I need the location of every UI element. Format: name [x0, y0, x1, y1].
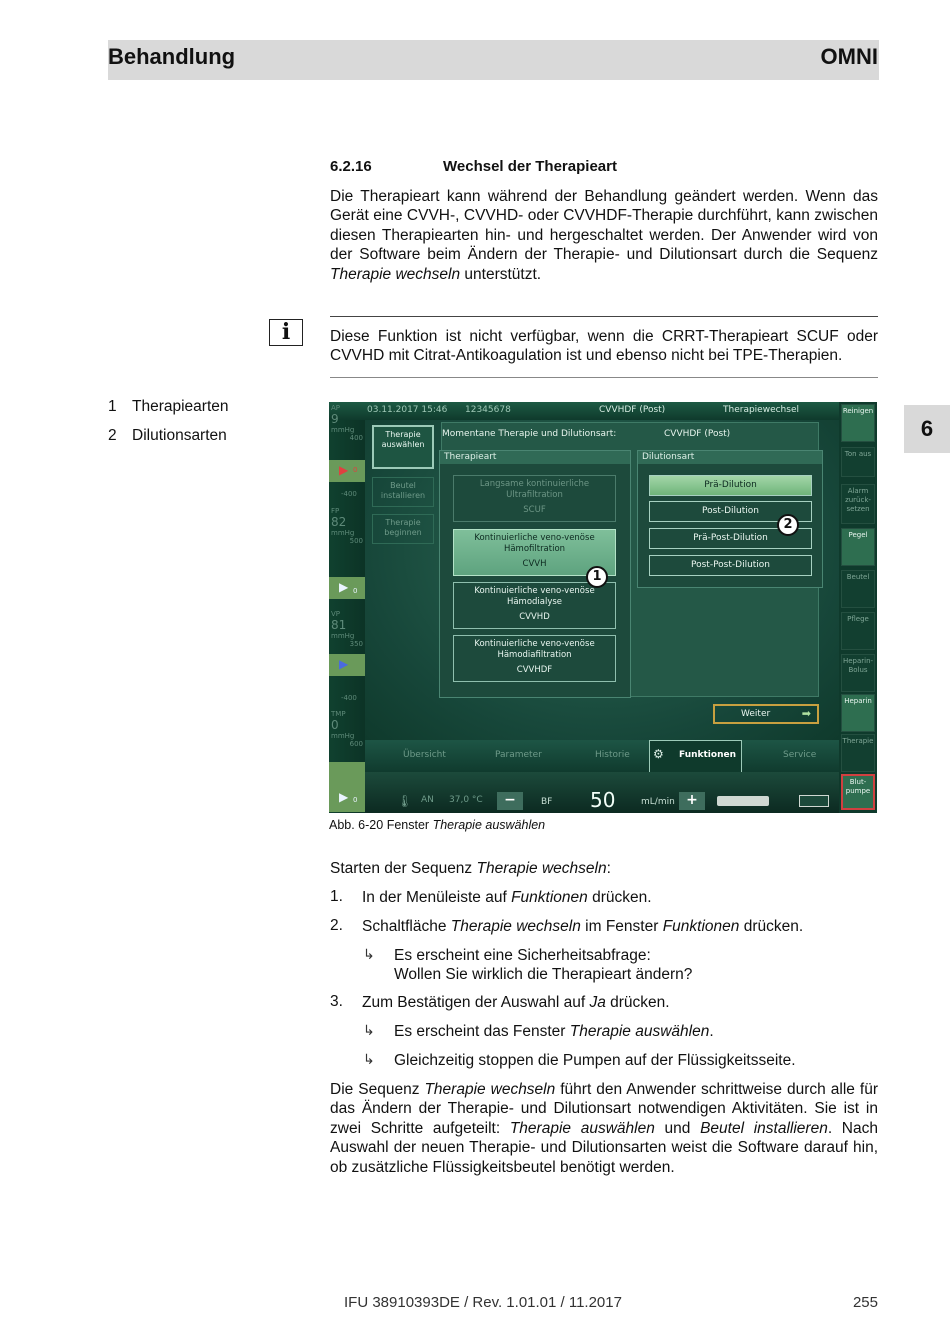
- therapy-option-cvvh[interactable]: Kontinuierliche veno-venöse Hämofiltration CVVH: [453, 529, 616, 576]
- pressure-ap: AP 9 mmHg 400: [331, 404, 363, 442]
- step-number: 2.: [330, 917, 343, 934]
- info-icon: i: [269, 319, 303, 346]
- device-screenshot: [329, 402, 877, 813]
- footer-document-id: IFU 38910393DE / Rev. 1.01.01 / 11.2017: [344, 1294, 622, 1311]
- arrow-indicator-icon: ▶: [339, 790, 349, 804]
- therapy-panel-header: Therapieart: [440, 451, 630, 464]
- step-text: Schaltfläche Therapie wechseln im Fenster Funktionen drücken.: [362, 918, 804, 935]
- result-text: Gleichzeitig stoppen die Pumpen auf der Flüssigkeitsseite.: [394, 1052, 796, 1069]
- heater-status: AN: [421, 795, 434, 805]
- heparin-button[interactable]: Heparin: [841, 694, 875, 732]
- level-button[interactable]: Pegel: [841, 528, 875, 566]
- dilution-option-pre[interactable]: Prä-Dilution: [649, 475, 812, 496]
- info-note-text: Diese Funktion ist nicht verfügbar, wenn die CRRT-Therapieart SCUF oder CVVHD mit Citrat-Antikoagulation ist und ebenso nicht bei TPE-Therapien.: [330, 328, 878, 365]
- syringe-icon: [717, 796, 769, 806]
- device-topbar: [329, 402, 877, 420]
- decrease-button[interactable]: −: [497, 792, 523, 810]
- next-button[interactable]: Weiter ➡: [713, 704, 819, 724]
- pressure-tmp-bar: ▶ 0: [329, 762, 365, 812]
- topbar-patient-id: 12345678: [465, 405, 511, 415]
- step-text: Zum Bestätigen der Auswahl auf Ja drücken.: [362, 994, 670, 1011]
- pressure-ap-bar: ▶ 0: [329, 460, 365, 482]
- therapy-option-scuf[interactable]: Langsame kontinuierliche Ultrafiltration SCUF: [453, 475, 616, 522]
- bf-value: 50: [590, 788, 616, 812]
- step-number: 1.: [330, 888, 343, 905]
- legend-label: Dilutionsarten: [132, 427, 227, 444]
- bf-label: BF: [541, 797, 553, 807]
- header-product-name: OMNI: [820, 44, 878, 69]
- increase-button[interactable]: +: [679, 792, 705, 810]
- pressure-vp: VP 81 mmHg 350: [331, 610, 363, 648]
- pressure-ap-min: -400: [341, 490, 357, 498]
- therapy-option-cvvhdf[interactable]: Kontinuierliche veno-venöse Hämodiafiltration CVVHDF: [453, 635, 616, 682]
- dilution-option-pre-post[interactable]: Prä-Post-Dilution: [649, 528, 812, 549]
- arrow-indicator-icon: ▶: [339, 463, 349, 477]
- step-text: In der Menüleiste auf Funktionen drücken.: [362, 889, 652, 906]
- clean-button[interactable]: Reinigen: [841, 404, 875, 442]
- blood-pump-button[interactable]: Blut-pumpe: [841, 774, 875, 810]
- tab-parameter[interactable]: Parameter: [495, 750, 542, 760]
- note-divider-bottom: [330, 377, 878, 378]
- legend-label: Therapiearten: [132, 398, 229, 415]
- note-divider-top: [330, 316, 878, 317]
- tab-install-bags[interactable]: Beutel installieren: [372, 477, 434, 507]
- care-button[interactable]: Pflege: [841, 612, 875, 650]
- header-section-title: Behandlung: [108, 44, 236, 69]
- figure-caption: Abb. 6-20 Fenster Therapie auswählen: [329, 818, 546, 832]
- result-text: Es erscheint eine Sicherheitsabfrage: Wollen Sie wirklich die Therapieart ändern?: [394, 947, 693, 984]
- arrow-right-icon: ➡: [801, 707, 811, 720]
- result-arrow-icon: ↳: [363, 946, 375, 962]
- steps-intro: Starten der Sequenz Therapie wechseln:: [330, 860, 611, 877]
- heparin-bolus-button[interactable]: Heparin-Bolus: [841, 654, 875, 692]
- tab-functions[interactable]: Funktionen: [679, 750, 736, 760]
- dialog-label: Momentane Therapie und Dilutionsart:: [442, 429, 617, 439]
- pressure-fp: FP 82 mmHg 500: [331, 507, 363, 545]
- result-text: Es erscheint das Fenster Therapie auswählen.: [394, 1023, 714, 1040]
- thermometer-icon: 🌡: [397, 794, 413, 808]
- dialog-current-value: CVVHDF (Post): [664, 429, 731, 439]
- topbar-mode: CVVHDF (Post): [599, 405, 666, 415]
- tab-start-therapy[interactable]: Therapie beginnen: [372, 514, 434, 544]
- chapter-tab: 6: [904, 405, 950, 453]
- bag-button[interactable]: Beutel: [841, 570, 875, 608]
- step-number: 3.: [330, 993, 343, 1010]
- result-arrow-icon: ↳: [363, 1022, 375, 1038]
- tab-therapy-select[interactable]: Therapie auswählen: [372, 425, 434, 469]
- legend-number: 1: [108, 398, 117, 415]
- bf-unit: mL/min: [641, 797, 675, 807]
- legend-number: 2: [108, 427, 117, 444]
- dilution-option-post-post[interactable]: Post-Post-Dilution: [649, 555, 812, 576]
- pressure-vp-min: -400: [341, 694, 357, 702]
- mute-button[interactable]: Ton aus: [841, 447, 875, 477]
- pressure-fp-bar: ▶ 0: [329, 577, 365, 599]
- dilution-panel-header: Dilutionsart: [638, 451, 822, 464]
- heater-temperature: 37,0 °C: [449, 795, 483, 805]
- section-title: Wechsel der Therapieart: [443, 158, 617, 175]
- closing-paragraph: Die Sequenz Therapie wechseln führt den Anwender schrittweise durch alle für das Ändern der Therapie- und Dilutionsart notwendigen Aktivitäten. Sie ist in zwei Schritte aufgeteilt: Therapie auswählen und Beutel installieren. Nach Auswahl der neuen Therapie- und Dilutionsarten weist die Software darauf hin, ob zusätzliche Flüssigkeitsbeutel benötigt werden.: [330, 1081, 879, 1176]
- callout-marker: 1: [586, 566, 608, 588]
- arrow-indicator-icon: ▶: [339, 580, 349, 594]
- battery-icon: [799, 795, 829, 807]
- tab-history[interactable]: Historie: [595, 750, 630, 760]
- section-number: 6.2.16: [330, 158, 372, 175]
- topbar-date: 03.11.2017 15:46: [367, 405, 448, 415]
- callout-marker: 2: [777, 514, 799, 536]
- result-arrow-icon: ↳: [363, 1051, 375, 1067]
- tab-service[interactable]: Service: [783, 750, 817, 760]
- pressure-vp-bar: [329, 654, 365, 676]
- alarm-reset-button[interactable]: Alarm zurück-setzen: [841, 484, 875, 524]
- topbar-title: Therapiewechsel: [723, 405, 799, 415]
- gear-icon: ⚙: [653, 747, 664, 761]
- therapy-option-cvvhd[interactable]: Kontinuierliche veno-venöse Hämodialyse CVVHD: [453, 582, 616, 629]
- intro-paragraph: Die Therapieart kann während der Behandlung geändert werden. Wenn das Gerät eine CVVH-, CVVHD- oder CVVHDF-Therapie durchführt, kann zwischen diesen Therapiearten hin- und hergeschaltet werden. Der Anwender wird von der Software beim Ändern der Therapie- und Dilutionsart durch die Sequenz Therapie wechseln unterstützt.: [330, 188, 878, 283]
- arrow-indicator-icon: ▶: [339, 657, 349, 671]
- page-number: 255: [852, 1294, 878, 1311]
- pressure-tmp: TMP 0 mmHg 600: [331, 710, 363, 748]
- tab-overview[interactable]: Übersicht: [403, 750, 446, 760]
- therapy-button[interactable]: Therapie: [841, 734, 875, 772]
- dilution-option-post[interactable]: Post-Dilution: [649, 501, 812, 522]
